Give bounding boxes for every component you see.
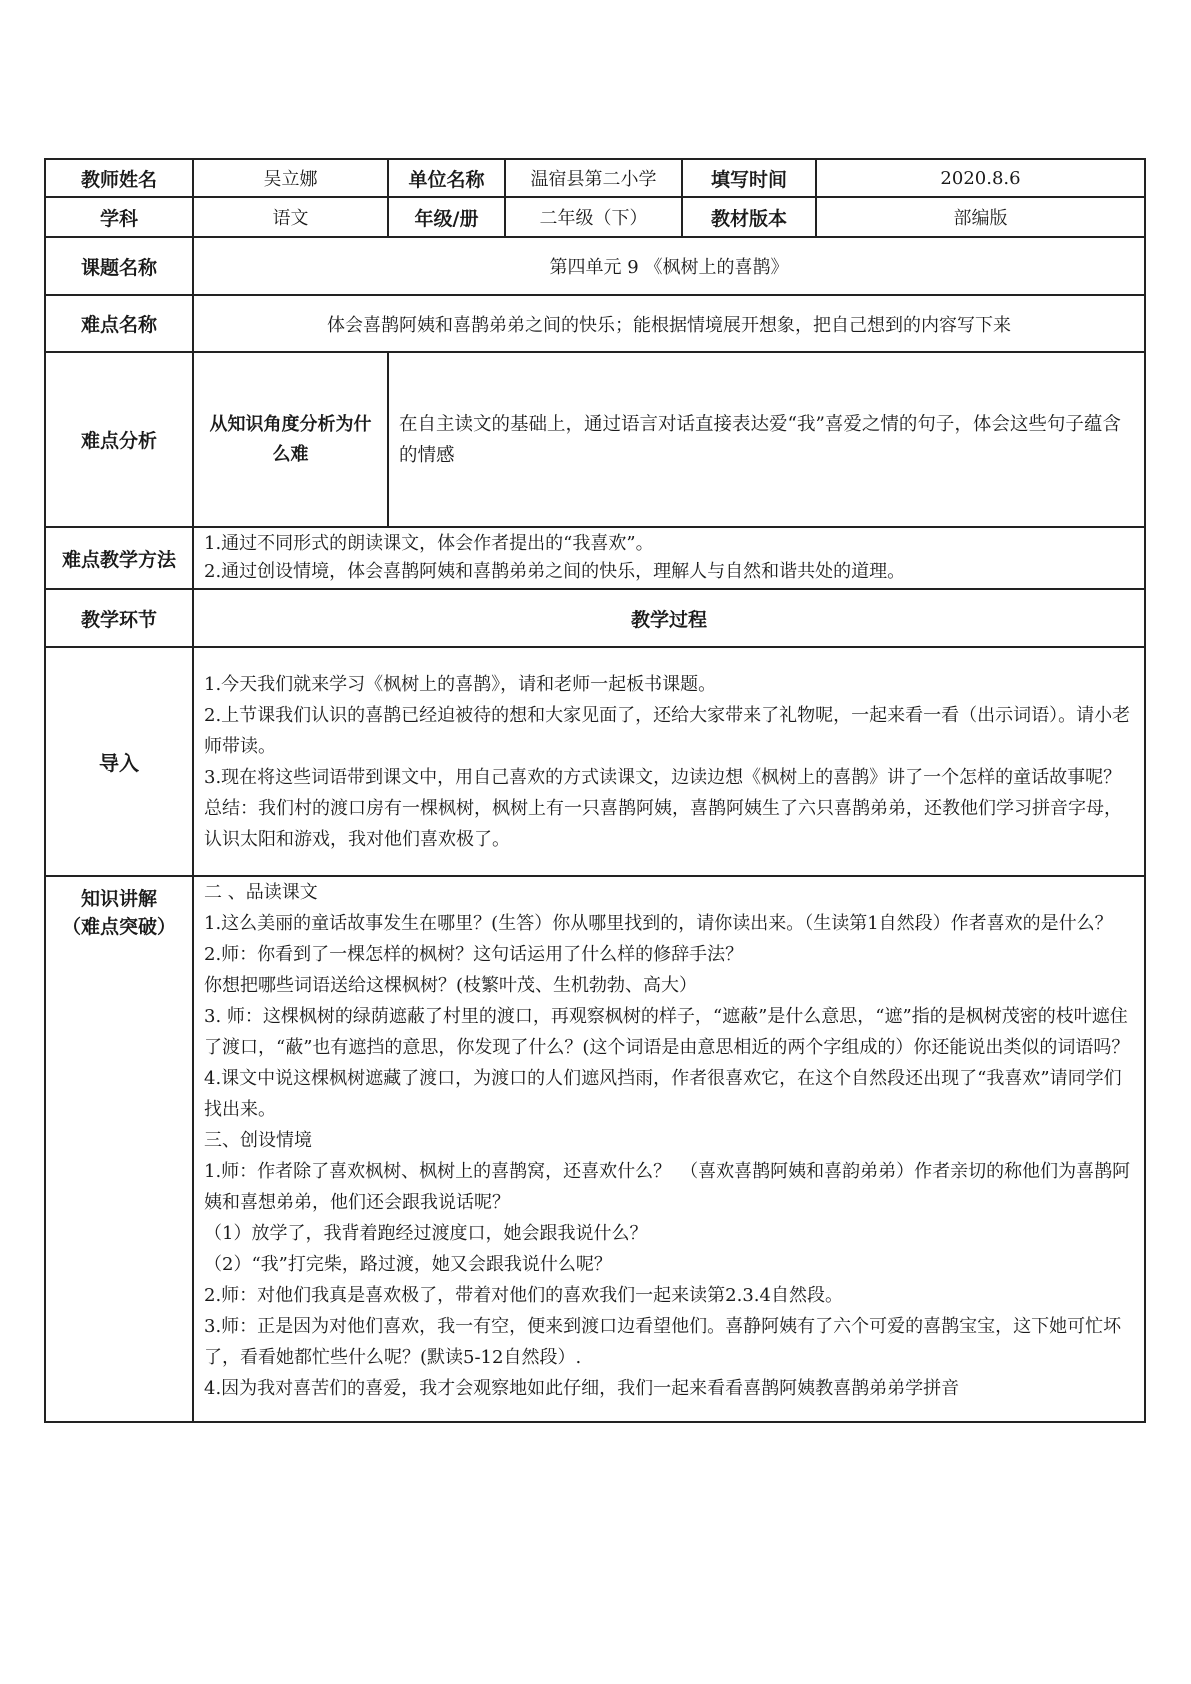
analysis-row (45, 352, 1145, 527)
grade-value: 二年级（下） (505, 197, 682, 237)
grade-label: 年级/册 (388, 197, 505, 237)
edition-label: 教材版本 (682, 197, 816, 237)
teacher-value: 吴立娜 (193, 159, 388, 197)
method-content (193, 527, 1145, 589)
method-row (45, 527, 1145, 589)
intro-label: 导入 (45, 647, 193, 876)
intro-line: 1.今天我们就来学习《枫树上的喜鹊》，请和老师一起板书课题。 (204, 673, 717, 695)
topic-row (45, 237, 1145, 295)
info-row-1 (45, 159, 1145, 197)
time-label: 填写时间 (682, 159, 816, 197)
knowledge-line: 二 、品读课文 (204, 882, 318, 903)
subject-value: 语文 (193, 197, 388, 237)
method-line: 1.通过不同形式的朗读课文，体会作者提出的“我喜欢”。 (204, 533, 654, 554)
knowledge-line: 1.这么美丽的童话故事发生在哪里？(生答）你从哪里找到的，请你读出来。（生读第1自然段）作者喜欢的是什么？ (204, 913, 1113, 934)
intro-line: 3.现在将这些词语带到课文中，用自己喜欢的方式读课文，边读边想《枫树上的喜鹊》讲了一个怎样的童话故事呢？ (204, 766, 1122, 788)
knowledge-content (193, 876, 1145, 1422)
difficulty-row (45, 295, 1145, 352)
knowledge-line: 2.师：你看到了一棵怎样的枫树？这句话运用了什么样的修辞手法？ (204, 944, 744, 965)
intro-row (45, 647, 1145, 876)
knowledge-line: 3.师：正是因为对他们喜欢，我一有空，便来到渡口边看望他们。喜静阿姨有了六个可爱的喜鹊宝宝，这下她可忙坏了，看看她都忙些什么呢？(默读5-12自然段）. (204, 1316, 1122, 1368)
knowledge-line: （2）“我”打完柴，路过渡，她又会跟我说什么呢？ (204, 1254, 612, 1275)
unit-value: 温宿县第二小学 (505, 159, 682, 197)
knowledge-label-line2: （难点突破） (61, 916, 176, 938)
lesson-plan-sheet (44, 158, 1144, 1423)
teacher-label: 教师姓名 (45, 159, 193, 197)
info-row-2 (45, 197, 1145, 237)
difficulty-value: 体会喜鹊阿姨和喜鹊弟弟之间的快乐；能根据情境展开想象，把自己想到的内容写下来 (193, 295, 1145, 352)
difficulty-label: 难点名称 (45, 295, 193, 352)
intro-line: 2.上节课我们认识的喜鹊已经迫被待的想和大家见面了，还给大家带来了礼物呢，一起来看一看（出示词语）。请小老师带读。 (204, 704, 1131, 757)
method-line: 2.通过创设情境，体会喜鹊阿姨和喜鹊弟弟之间的快乐，理解人与自然和谐共处的道理。 (204, 561, 906, 582)
knowledge-label (45, 876, 193, 1422)
knowledge-line: 你想把哪些词语送给这棵枫树？(枝繁叶茂、生机勃勃、高大） (204, 975, 698, 996)
knowledge-line: 3. 师：这棵枫树的绿荫遮蔽了村里的渡口，再观察枫树的样子，“遮蔽”是什么意思，“遮”指的是枫树茂密的枝叶遮住了渡口，“蔽”也有遮挡的意思，你发现了什么？(这个词语是由意思相近的两个字组成的）你还能说出类似的词语吗？ (204, 1006, 1130, 1058)
process-stage-label: 教学环节 (45, 589, 193, 647)
knowledge-line: 1.师：作者除了喜欢枫树、枫树上的喜鹊窝，还喜欢什么？ （喜欢喜鹊阿姨和喜韵弟弟）作者亲切的称他们为喜鹊阿姨和喜想弟弟，他们还会跟我说话呢？ (204, 1161, 1131, 1213)
method-label: 难点教学方法 (45, 527, 193, 589)
subject-label: 学科 (45, 197, 193, 237)
knowledge-line: 三、创设情境 (204, 1130, 312, 1151)
analysis-label: 难点分析 (45, 352, 193, 527)
lesson-plan-table (44, 158, 1146, 1423)
edition-value: 部编版 (816, 197, 1145, 237)
knowledge-row (45, 876, 1145, 1422)
analysis-value: 在自主读文的基础上，通过语言对话直接表达爱“我”喜爱之情的句子，体会这些句子蕴含的情感 (388, 352, 1145, 527)
analysis-sub-label: 从知识角度分析为什么难 (193, 352, 388, 527)
knowledge-label-line1: 知识讲解 (80, 888, 157, 910)
process-title: 教学过程 (193, 589, 1145, 647)
topic-label: 课题名称 (45, 237, 193, 295)
intro-content (193, 647, 1145, 876)
knowledge-line: 2.师：对他们我真是喜欢极了，带着对他们的喜欢我们一起来读第2.3.4自然段。 (204, 1285, 843, 1306)
process-header-row (45, 589, 1145, 647)
topic-value: 第四单元 9 《枫树上的喜鹊》 (193, 237, 1145, 295)
time-value: 2020.8.6 (816, 159, 1145, 197)
knowledge-line: 4.因为我对喜苦们的喜爱，我才会观察地如此仔细，我们一起来看看喜鹊阿姨教喜鹊弟弟学拼音 (204, 1378, 960, 1399)
knowledge-line: 4.课文中说这棵枫树遮藏了渡口，为渡口的人们遮风挡雨，作者很喜欢它，在这个自然段还出现了“我喜欢”请同学们找出来。 (204, 1068, 1122, 1120)
unit-label: 单位名称 (388, 159, 505, 197)
intro-line: 总结：我们村的渡口房有一棵枫树，枫树上有一只喜鹊阿姨，喜鹊阿姨生了六只喜鹊弟弟，还教他们学习拼音字母，认识太阳和游戏，我对他们喜欢极了。 (204, 797, 1122, 850)
knowledge-line: （1）放学了，我背着跑经过渡度口，她会跟我说什么？ (204, 1223, 648, 1244)
